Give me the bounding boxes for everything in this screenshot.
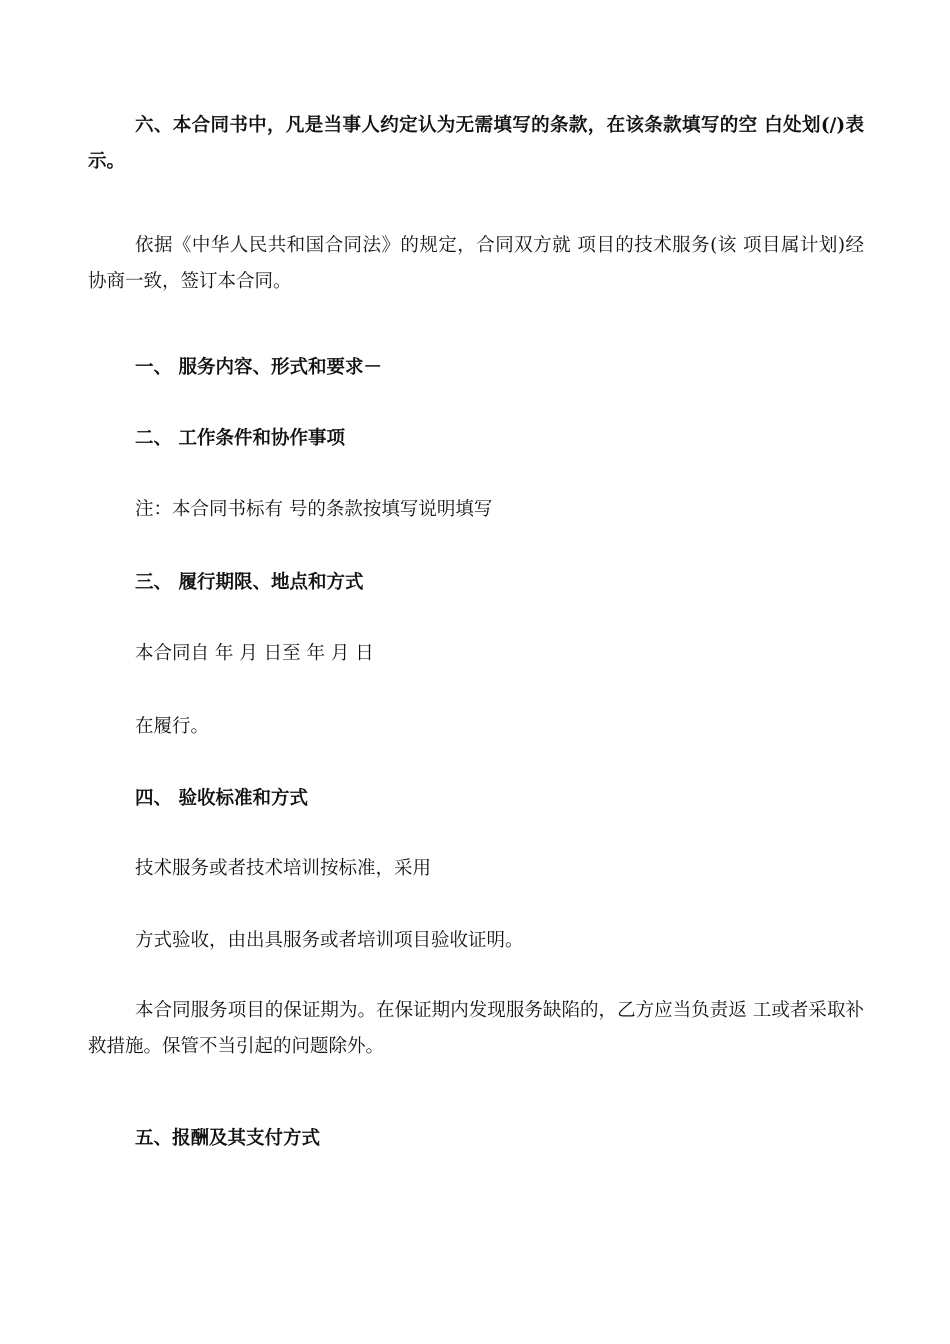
clause-six-note: 六、本合同书中，凡是当事人约定认为无需填写的条款，在该条款填写的空 白处划(/)表示。 xyxy=(88,115,864,172)
acceptance-standard-text: 技术服务或者技术培训按标准，采用 xyxy=(135,858,432,879)
section-4-heading: 四、 验收标准和方式 xyxy=(135,788,308,809)
acceptance-method-text: 方式验收，由出具服务或者培训项目验收证明。 xyxy=(135,930,524,951)
term-period-text: 本合同自 年 月 日至 年 月 日 xyxy=(135,643,374,664)
note-text: 注：本合同书标有 号的条款按填写说明填写 xyxy=(135,499,493,520)
warranty-clause: 本合同服务项目的保证期为。在保证期内发现服务缺陷的，乙方应当负责返 工或者采取补救措施。保管不当引起的问题除外。 xyxy=(88,1000,864,1057)
section-5-heading: 五、报酬及其支付方式 xyxy=(135,1128,321,1149)
section-2-heading: 二、 工作条件和协作事项 xyxy=(135,428,345,449)
section-3-heading: 三、 履行期限、地点和方式 xyxy=(135,572,364,593)
contract-preamble: 依据《中华人民共和国合同法》的规定，合同双方就 项目的技术服务(该 项目属计划)经协商一致，签订本合同。 xyxy=(88,235,864,292)
section-1-heading: 一、 服务内容、形式和要求－ xyxy=(135,357,382,378)
performed-at-text: 在履行。 xyxy=(135,716,210,737)
